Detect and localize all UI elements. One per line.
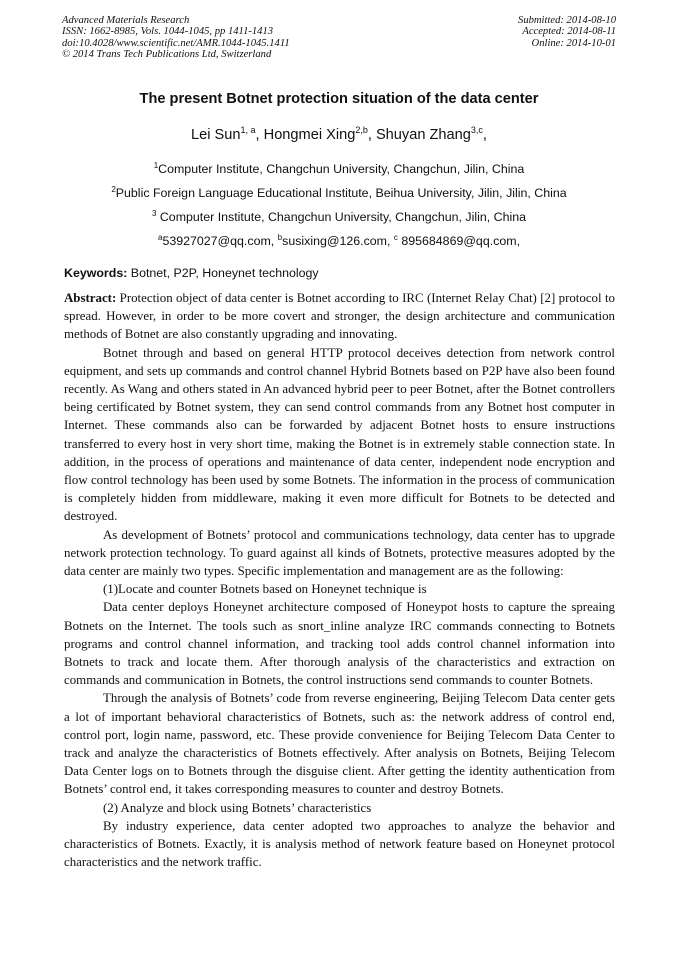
publication-dates <box>518 15 616 49</box>
keywords <box>64 266 319 280</box>
body-paragraph: Data center deploys Honeynet architecture composed of Honeypot hosts to capture the spreaing Botnets on the Internet. The tools such as snort_inline analyze IRC commands connecting to Botnets programs and control channel information, and tracking tool adds control channel information into Botnets to track and locate them. After thorough analysis of the characteristics and extraction on commands and communication in Botnets, the control instructions send commands to counter Botnets. <box>64 600 615 688</box>
affiliation-mark: 2 <box>111 185 116 194</box>
email-a: 53927027@qq.com, <box>162 234 278 249</box>
affiliation-2 <box>0 185 678 200</box>
author-line <box>0 125 678 143</box>
affiliation-text: Public Foreign Language Educational Institute, Beihua University, Jilin, Jilin, China <box>115 186 567 201</box>
section-heading: (2) Analyze and block using Botnets’ characteristics <box>103 800 372 815</box>
author-name: Hongmei Xing <box>263 126 356 143</box>
submitted-date: Submitted: 2014-08-10 <box>518 15 616 26</box>
email-b: susixing@126.com, <box>282 234 394 249</box>
email-c: 895684869@qq.com, <box>397 234 521 249</box>
affiliation-text: Computer Institute, Changchun University, Changchun, Jilin, China <box>158 162 525 177</box>
author-affiliation-mark: 3,c <box>470 125 483 135</box>
paper-title: The present Botnet protection situation of the data center <box>139 91 539 107</box>
journal-info <box>62 15 290 60</box>
body-paragraph: By industry experience, data center adopted two approaches to analyze the behavior and characteristics of Botnets. Exactly, it is analysis method of network feature based on Honeynet protocol characteristics and the network traffic. <box>64 818 615 870</box>
body-paragraph: Through the analysis of Botnets’ code from reverse engineering, Beijing Telecom Data center gets a lot of important behavioral characteristics of Botnets, such as: the network address of control end, control port, login name, password, etc. These provide convenience for Beijing Telecom Data Center to track and analyze the characteristics of Botnets effectively. After analysis on Botnets, Beijing Telecom Data Center logs on to Botnets through the disguise client. After getting the identity authentication from Botnets’ control end, it takes corresponding measures to counter and destroy Botnets. <box>64 691 615 797</box>
affiliation-text: Computer Institute, Changchun University, Changchun, Jilin, China <box>156 210 527 225</box>
affiliation-mark: 3 <box>151 209 157 218</box>
email-mark: b <box>277 233 283 242</box>
affiliation-3 <box>0 209 678 224</box>
affiliation-mark: 1 <box>153 161 159 170</box>
body-paragraph: Botnet through and based on general HTTP protocol deceives detection from network control equipment, and sets up commands and control channel Hybrid Botnets based on P2P have also been found recently. As Wang and others stated in An advanced hybrid peer to peer Botnet, after the Botnet controllers being certificated by Botnet system, they can send control commands from any Botnet host computer in Internet. These commands also can be forwarded by adjacent Botnet hosts to ensure instructions transferred to every host in very short time, making the Botnet is in extremely stable connection state. In addition, in the process of operations and maintenance of data center, independent node encryption and flow control technology has been used by some Botnets. The information in the process of communication is completely hidden from middleware, making it even more difficult for Botnets to be detected and destroyed. <box>64 345 615 524</box>
author-name: Lei Sun <box>191 126 241 143</box>
issn-line: ISSN: 1662-8985, Vols. 1044-1045, pp 1411-1413 <box>62 26 274 38</box>
author-name: Shuyan Zhang <box>375 126 471 143</box>
body-paragraph: As development of Botnets’ protocol and communications technology, data center has to upgrade network protection technology. To guard against all kinds of Botnets, protective measures adopted by the data center are mainly two types. Specific implementation and management are as the following: <box>64 527 615 579</box>
abstract-label: Abstract: <box>64 291 117 305</box>
affiliation-1 <box>0 161 678 176</box>
online-date: Online: 2014-10-01 <box>531 37 616 49</box>
body-text <box>64 289 615 872</box>
abstract-paragraph <box>64 289 615 344</box>
journal-name: Advanced Materials Research <box>62 15 190 26</box>
section-heading: (1)Locate and counter Botnets based on Honeynet technique is <box>103 582 427 597</box>
keywords-text: Botnet, P2P, Honeynet technology <box>127 266 319 280</box>
author-affiliation-mark: 1, a <box>240 125 256 135</box>
author-affiliation-mark: 2,b <box>355 125 368 135</box>
copyright-line: © 2014 Trans Tech Publications Ltd, Switzerland <box>62 48 272 60</box>
abstract-text: Protection object of data center is Botnet according to IRC (Internet Relay Chat) [2] protocol to spread. However, in order to be more covert and stronger, the design architecture and communication methods of Botnet are also constantly upgrading and innovating. <box>64 291 615 342</box>
author-separator: , <box>255 126 264 143</box>
email-mark: a <box>157 233 163 242</box>
email-mark: c <box>393 233 398 242</box>
author-separator: , <box>367 126 376 143</box>
author-separator: , <box>482 126 487 143</box>
email-line <box>0 233 678 248</box>
keywords-label: Keywords: <box>64 266 128 280</box>
accepted-date: Accepted: 2014-08-11 <box>522 26 616 38</box>
doi-line: doi:10.4028/www.scientific.net/AMR.1044-1045.1411 <box>62 37 290 49</box>
